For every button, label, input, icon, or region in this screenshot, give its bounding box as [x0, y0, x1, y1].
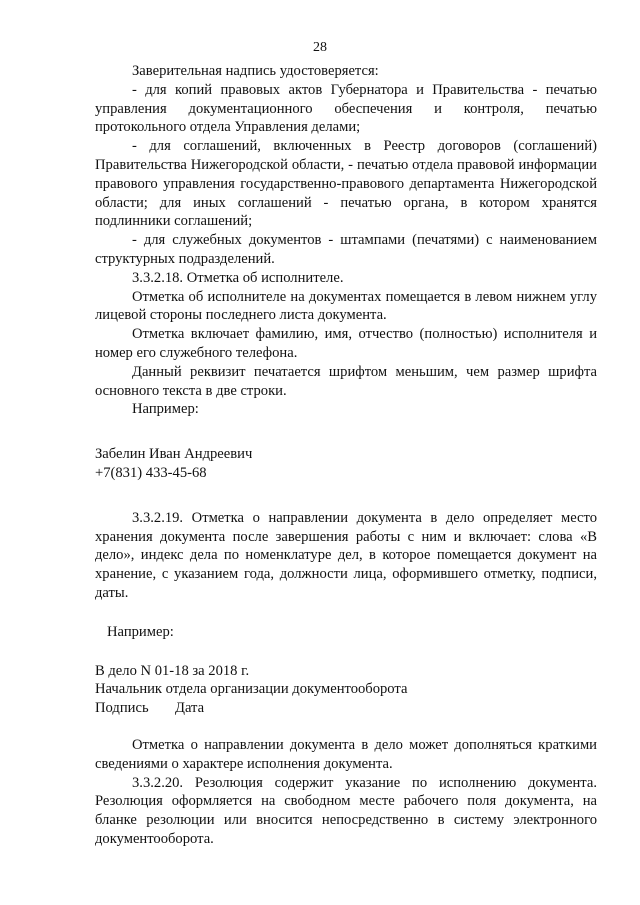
paragraph-service-docs-seal: - для служебных документов - штампами (печатями) с наименованием структурных подразделений.: [95, 232, 597, 267]
paragraph-copies-seal: - для копий правовых актов Губернатора и Правительства - печатью управления документационного обеспечения и контроля, печатью протокольного отдела Управления делами;: [95, 81, 597, 136]
paragraph-file-note-extra: Отметка о направлении документа в дело может дополняться краткими сведениями о характере исполнения документа.: [95, 736, 597, 772]
section-heading-3-3-2-18: 3.3.2.18. Отметка об исполнителе.: [132, 269, 344, 286]
paragraph-executor-location: Отметка об исполнителе на документах помещается в левом нижнем углу лицевой стороны последнего листа документа.: [95, 288, 597, 324]
executor-name: Забелин Иван Андреевич: [95, 446, 253, 463]
example-executor: [95, 445, 597, 483]
paragraph-executor-content: Отметка включает фамилию, имя, отчество (полностью) исполнителя и номер его служебного телефона.: [95, 326, 597, 361]
example-label-2: Например:: [107, 623, 174, 640]
example-file-note: [95, 662, 597, 718]
file-note-position: Начальник отдела организации документооборота: [95, 681, 408, 698]
paragraph-certification-intro: Заверительная надпись удостоверяется:: [132, 63, 379, 79]
document-body: [95, 62, 597, 849]
signature-label: Подпись: [95, 700, 149, 717]
file-note-line: В дело N 01-18 за 2018 г.: [95, 662, 250, 679]
paragraph-agreements-seal: - для соглашений, включенных в Реестр договоров (соглашений) Правительства Нижегородской области, - печатью отдела правовой информации правового управления государственно-правового департамента Нижегородской области; для иных соглашений - печатью органа, в котором хранятся подлинники соглашений;: [95, 138, 597, 230]
date-label: Дата: [175, 700, 205, 717]
page-number: 28: [313, 40, 327, 55]
executor-phone: +7(831) 433-45-68: [95, 464, 207, 481]
paragraph-executor-font: Данный реквизит печатается шрифтом меньшим, чем размер шрифта основного текста в две строки.: [95, 363, 597, 399]
section-3-3-2-19-paragraph: 3.3.2.19. Отметка о направлении документа в дело определяет место хранения документа после завершения работы с ним и включает: слова «В дело», индекс дела по номенклатуре дел, в которое помещается документ на хранение, с указанием года, должности лица, оформившего отметку, подписи, даты.: [95, 509, 597, 601]
example-label-1: Например:: [132, 401, 199, 418]
file-note-signature-row: [95, 699, 597, 718]
section-3-3-2-20-paragraph: 3.3.2.20. Резолюция содержит указание по исполнению документа. Резолюция оформляется на свободном месте рабочего поля документа, на бланке резолюции или вносится непосредственно в систему электронного документооборота.: [95, 774, 597, 847]
